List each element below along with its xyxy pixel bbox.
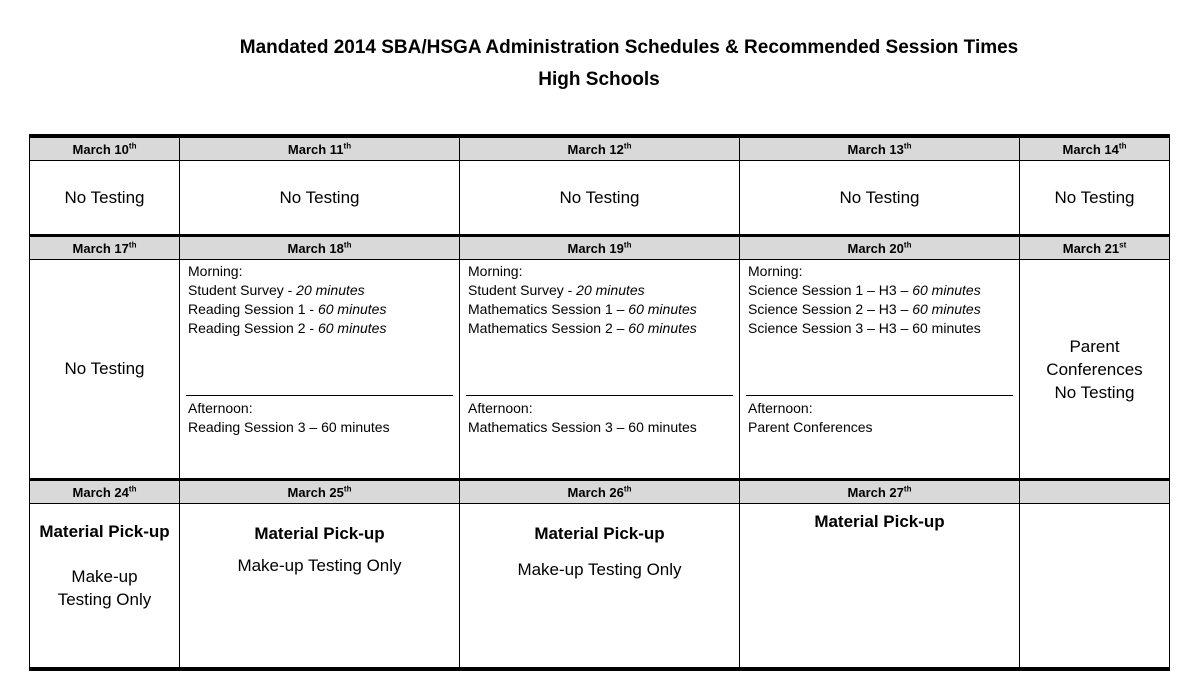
day-cell: No Testing [180, 161, 460, 236]
material-pickup-label: Material Pick-up [814, 512, 945, 531]
document-title: Mandated 2014 SBA/HSGA Administration Schedules & Recommended Session Times [239, 37, 1019, 58]
day-header: March 27th [740, 480, 1020, 504]
day-header: March 10th [30, 136, 180, 161]
morning-label: Morning: [468, 263, 523, 279]
day-cell-empty [1020, 504, 1170, 670]
day-header: March 21st [1020, 236, 1170, 260]
session-cell-thursday [740, 260, 1020, 480]
cell-line: No Testing [1054, 382, 1135, 402]
morning-block [468, 262, 697, 338]
cell-line: Testing Only [57, 590, 152, 609]
week2-row [30, 260, 1170, 480]
week3-header-row [30, 480, 1170, 504]
session-line: Science Session 2 – H3 – 60 minutes [748, 301, 981, 317]
session-line: Reading Session 1 - 60 minutes [188, 301, 387, 317]
document-subtitle: High Schools [538, 69, 660, 90]
day-header: March 12th [460, 136, 740, 161]
day-cell [30, 504, 180, 670]
session-line: Science Session 3 – H3 – 60 minutes [748, 320, 981, 336]
session-line: Science Session 1 – H3 – 60 minutes [748, 282, 981, 298]
material-pickup-label: Material Pick-up [254, 524, 385, 543]
day-header: March 11th [180, 136, 460, 161]
day-header: March 17th [30, 236, 180, 260]
day-cell [740, 504, 1020, 670]
cell-line: Make-up Testing Only [237, 556, 402, 575]
week3-row [30, 504, 1170, 670]
morning-label: Morning: [748, 263, 803, 279]
cell-line: Conferences [1046, 359, 1143, 379]
schedule-table [29, 134, 1170, 671]
cell-line: Make-up Testing Only [517, 560, 682, 579]
divider [186, 395, 453, 396]
afternoon-block [468, 399, 697, 437]
afternoon-label: Afternoon: [188, 400, 253, 416]
day-header: March 26th [460, 480, 740, 504]
material-pickup-label: Material Pick-up [39, 522, 170, 541]
session-cell-wednesday [460, 260, 740, 480]
week1-header-row [30, 136, 1170, 161]
session-line: Reading Session 2 - 60 minutes [188, 320, 387, 336]
day-cell: No Testing [740, 161, 1020, 236]
day-cell-friday [1020, 260, 1170, 480]
day-header: March 14th [1020, 136, 1170, 161]
day-cell: No Testing [30, 161, 180, 236]
divider [746, 395, 1013, 396]
material-pickup-label: Material Pick-up [534, 524, 665, 543]
day-header [1020, 480, 1170, 504]
session-line: Reading Session 3 – 60 minutes [188, 419, 390, 435]
day-cell [460, 504, 740, 670]
day-header: March 25th [180, 480, 460, 504]
day-header: March 13th [740, 136, 1020, 161]
afternoon-label: Afternoon: [748, 400, 813, 416]
session-line: Mathematics Session 3 – 60 minutes [468, 419, 697, 435]
day-cell: No Testing [1020, 161, 1170, 236]
week2-header-row [30, 236, 1170, 260]
cell-line: Parent [1069, 336, 1120, 356]
divider [466, 395, 733, 396]
day-cell: No Testing [460, 161, 740, 236]
afternoon-block [748, 399, 873, 437]
morning-label: Morning: [188, 263, 243, 279]
day-header: March 19th [460, 236, 740, 260]
day-cell: No Testing [30, 260, 180, 480]
afternoon-block [188, 399, 390, 437]
session-cell-tuesday [180, 260, 460, 480]
session-line: Mathematics Session 2 – 60 minutes [468, 320, 697, 336]
session-line: Parent Conferences [748, 419, 873, 435]
session-line: Student Survey - 20 minutes [188, 282, 365, 298]
day-header: March 20th [740, 236, 1020, 260]
day-header: March 18th [180, 236, 460, 260]
day-cell [180, 504, 460, 670]
day-header: March 24th [30, 480, 180, 504]
week1-row [30, 161, 1170, 236]
cell-line: Make-up [71, 567, 138, 586]
session-line: Student Survey - 20 minutes [468, 282, 645, 298]
morning-block [188, 262, 386, 338]
session-line: Mathematics Session 1 – 60 minutes [468, 301, 697, 317]
morning-block [748, 262, 981, 338]
afternoon-label: Afternoon: [468, 400, 533, 416]
